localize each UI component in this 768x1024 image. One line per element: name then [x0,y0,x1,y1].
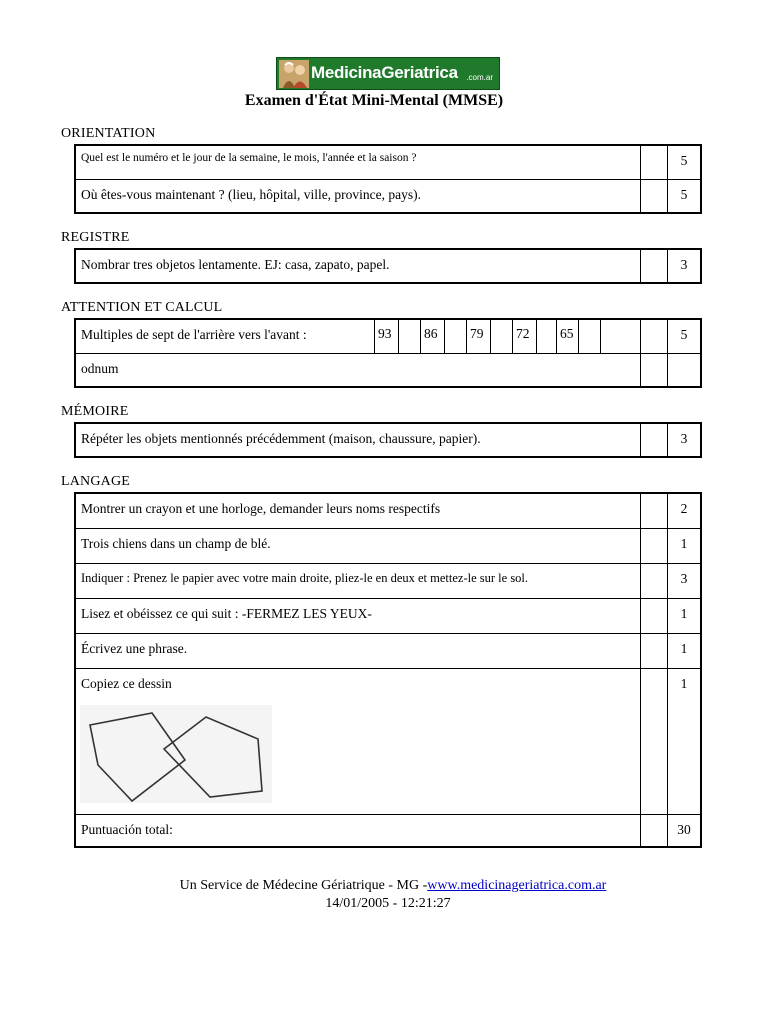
calc-word: odnum [81,361,119,376]
table-row [76,815,700,846]
calc-blank [490,320,512,354]
item-points: 1 [680,641,688,656]
answer-cell [640,634,668,668]
elderly-couple-icon [279,60,309,88]
table-row [76,494,700,529]
table-row [76,599,700,634]
item-points: 1 [680,606,688,621]
calc-blank [398,320,420,354]
registre-table [74,248,702,284]
calc-number: 86 [420,320,444,354]
item-text: Copiez ce dessin [81,676,172,691]
total-label: Puntuación total: [81,822,173,837]
item-points: 3 [680,257,688,272]
item-text: Écrivez une phrase. [81,641,188,656]
item-text: Montrer un crayon et une horloge, demander leurs noms respectifs [81,501,441,516]
item-points: 5 [680,327,688,342]
calc-number: 72 [512,320,536,354]
item-text: Où êtes-vous maintenant ? (lieu, hôpital, ville, province, pays). [81,187,422,202]
answer-cell [640,815,668,846]
answer-cell [640,180,668,214]
table-row [76,180,700,214]
item-text: Lisez et obéissez ce qui suit : -FERMEZ LES YEUX- [81,606,372,621]
item-points: 5 [680,153,688,168]
logo-suffix: .com.ar [466,73,493,82]
table-row [76,564,700,599]
table-row [76,634,700,669]
section-heading-registre: REGISTRE [61,230,130,245]
footer-service-line [0,878,768,894]
item-points: 1 [680,676,688,691]
memoire-table [74,422,702,458]
footer-prefix: Un Service de Médecine Gériatrique - MG - [179,878,428,893]
answer-cell [640,564,668,598]
section-heading-attention: ATTENTION ET CALCUL [61,300,223,315]
section-heading-memoire: MÉMOIRE [61,404,129,419]
table-row [76,320,700,354]
item-text: Nombrar tres objetos lentamente. EJ: casa, zapato, papel. [81,257,390,272]
table-row [76,146,700,180]
table-row [76,250,700,282]
item-text: Indiquer : Prenez le papier avec votre main droite, pliez-le en deux et mettez-le sur le sol. [81,571,529,585]
attention-table [74,318,702,388]
calc-number: 93 [374,320,398,354]
table-row [76,354,700,386]
table-row [76,424,700,456]
item-points: 1 [680,536,688,551]
answer-cell [640,494,668,528]
table-row [76,669,700,815]
item-text: Trois chiens dans un champ de blé. [81,536,271,551]
footer-timestamp: 14/01/2005 - 12:21:27 [325,896,451,911]
footer-link[interactable]: www.medicinageriatrica.com.ar [427,878,607,893]
calc-blank [444,320,466,354]
langage-table [74,492,702,848]
table-row [76,529,700,564]
calc-label: Multiples de sept de l'arrière vers l'avant : [81,327,307,342]
orientation-table [74,144,702,214]
calc-blank [600,320,642,354]
calc-blank [578,320,600,354]
item-points: 3 [680,431,688,446]
answer-cell [640,424,668,456]
answer-cell [640,320,668,353]
calc-number: 65 [556,320,578,354]
calc-blank [536,320,556,354]
total-points: 30 [677,822,691,837]
answer-cell [640,354,668,386]
item-points: 5 [680,187,688,202]
answer-cell [640,146,668,179]
page-title: Examen d'État Mini-Mental (MMSE) [244,92,504,109]
answer-cell [640,250,668,282]
logo-brand: MedicinaGeriatrica [311,63,458,82]
item-text: Répéter les objets mentionnés précédemment (maison, chaussure, papier). [81,431,481,446]
answer-cell [640,669,668,814]
answer-cell [640,599,668,633]
item-points: 2 [680,501,688,516]
item-text: Quel est le numéro et le jour de la semaine, le mois, l'année et la saison ? [81,152,417,164]
answer-cell [640,529,668,563]
site-logo [276,57,500,90]
section-heading-langage: LANGAGE [61,474,131,489]
calc-number: 79 [466,320,490,354]
item-points: 3 [680,571,688,586]
section-heading-orientation: ORIENTATION [61,126,156,141]
intersecting-pentagons-icon [80,705,272,803]
